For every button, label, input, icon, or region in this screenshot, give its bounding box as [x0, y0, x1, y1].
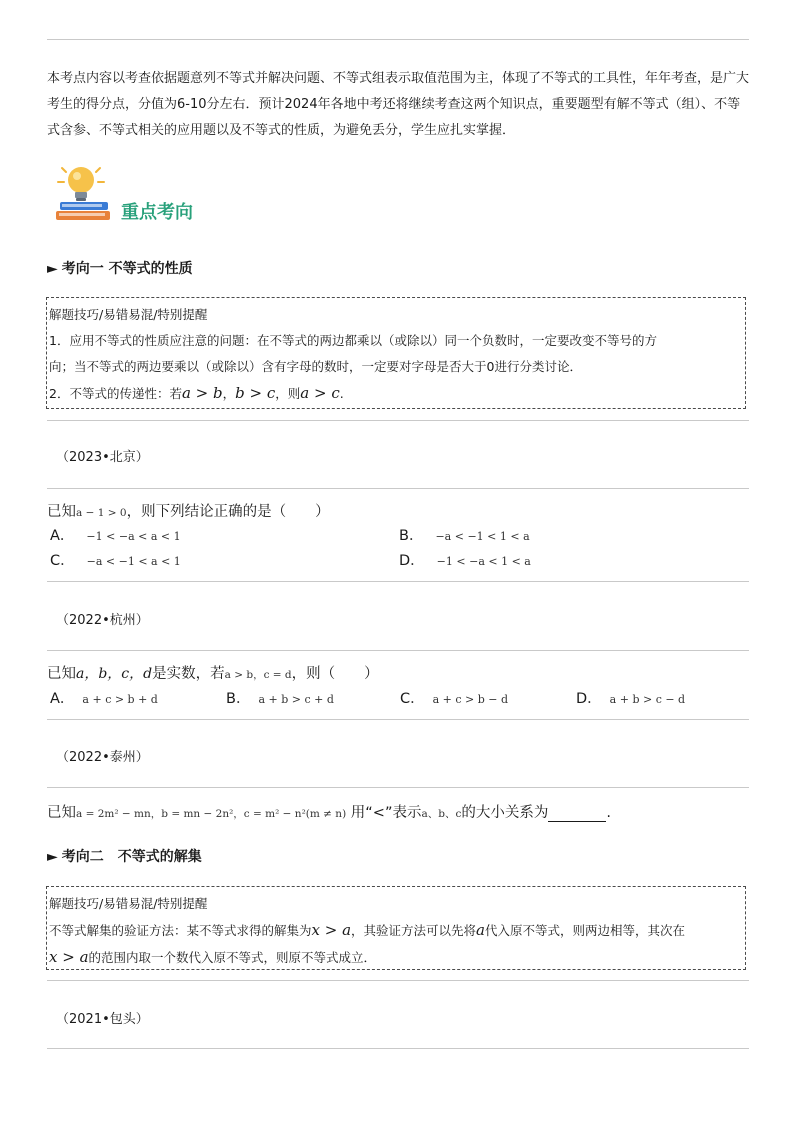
divider [47, 420, 749, 421]
section-title: 重点考向 [121, 202, 193, 223]
tip-line-2: 向；当不等式的两边要乘以（或除以）含有字母的数时，一定要对字母是否大于0进行分类讨论． [49, 359, 582, 374]
question-stem [47, 662, 379, 683]
stem-text: 用“<”表示 [346, 805, 422, 821]
divider [47, 488, 749, 489]
option-expr: a + c > b − d [432, 693, 509, 706]
question-stem [47, 500, 330, 521]
option-a[interactable] [50, 524, 181, 545]
option-d[interactable] [576, 687, 685, 708]
stem-text: ，则（ ） [291, 666, 379, 682]
math-expr: a > c [300, 384, 340, 402]
stem-text: 是实数，若 [152, 666, 225, 682]
option-label: B． [399, 528, 424, 544]
source-label: （2022•杭州） [56, 613, 149, 628]
stem-text: ，则下列结论正确的是（ ） [126, 504, 330, 520]
math-expr: a − 1 > 0 [76, 507, 127, 519]
source-label: （2021•包头） [56, 1012, 149, 1027]
source-label: （2022•泰州） [56, 750, 149, 765]
option-expr: −a < −1 < a < 1 [86, 555, 181, 568]
math-vars: a、b、c [421, 808, 462, 820]
heading-topic-2 [47, 846, 202, 866]
tip-text: 不等式解集的验证方法：某不等式求得的解集为 [49, 923, 312, 938]
option-expr: a + b > c + d [258, 693, 334, 706]
option-b[interactable] [399, 524, 530, 545]
divider [47, 1048, 749, 1049]
option-d[interactable] [399, 549, 531, 570]
stem-text: 的大小关系为 [461, 805, 549, 821]
option-a[interactable] [50, 687, 158, 708]
divider [47, 787, 749, 788]
divider [47, 650, 749, 651]
option-label: A． [50, 691, 75, 707]
tip-text: 代入原不等式，则两边相等，其次在 [485, 923, 686, 938]
tip-box-1 [46, 297, 746, 409]
math-vars: a，b，c，d [76, 666, 153, 682]
tip-title: 解题技巧/易错易混/特别提醒 [49, 307, 208, 322]
stem-text: 已知 [47, 504, 76, 520]
tip-text: 2．不等式的传递性：若 [49, 386, 182, 401]
math-expr: a = 2m² − mn，b = mn − 2n²，c = m² − n²(m ≠ n) [76, 808, 347, 820]
tip-line-2 [49, 944, 743, 971]
option-expr: −1 < −a < 1 < a [436, 555, 531, 568]
option-label: B． [226, 691, 251, 707]
tip-box-2 [46, 886, 746, 970]
math-expr: a > b，c = d [224, 669, 292, 681]
source-label: （2023•北京） [56, 450, 149, 465]
tip-line-1 [49, 917, 743, 944]
heading-text: 考向二 不等式的解集 [61, 849, 202, 865]
divider [47, 980, 749, 981]
option-label: A． [50, 528, 75, 544]
divider [47, 581, 749, 582]
option-c[interactable] [50, 549, 181, 570]
option-expr: a + b > c − d [609, 693, 686, 706]
tip-text: ，其验证方法可以先将 [351, 923, 477, 938]
math-expr: x > a [311, 921, 352, 939]
math-expr: x > a [49, 948, 89, 966]
divider [47, 719, 749, 720]
top-divider [47, 39, 749, 40]
option-b[interactable] [226, 687, 334, 708]
option-expr: a + c > b + d [82, 693, 158, 706]
option-label: C． [400, 691, 425, 707]
arrow-icon: ► [47, 261, 58, 277]
tip-title: 解题技巧/易错易混/特别提醒 [49, 896, 208, 911]
option-expr: −1 < −a < a < 1 [86, 530, 181, 543]
tip-line-3 [49, 380, 743, 407]
option-c[interactable] [400, 687, 508, 708]
stem-text: 已知 [47, 805, 76, 821]
option-label: D． [576, 691, 602, 707]
stem-text: . [606, 805, 611, 821]
heading-topic-1 [47, 258, 193, 278]
math-expr: a [476, 921, 485, 939]
lightbulb-books-icon [56, 160, 118, 226]
math-expr: a > b [181, 384, 223, 402]
answer-blank[interactable] [548, 807, 606, 822]
math-expr: b > c [235, 384, 276, 402]
stem-text: 已知 [47, 666, 76, 682]
heading-text: 考向一 不等式的性质 [61, 261, 193, 277]
tip-line-1: 1．应用不等式的性质应注意的问题：在不等式的两边都乘以（或除以）同一个负数时，一定要改变不等号的方 [49, 333, 657, 348]
tip-text: ， [222, 386, 236, 401]
question-stem [47, 801, 611, 822]
tip-text: . [339, 386, 344, 401]
tip-text: 的范围内取一个数代入原不等式，则原不等式成立． [88, 950, 377, 965]
tip-text: ，则 [275, 386, 301, 401]
option-label: D． [399, 553, 425, 569]
intro-paragraph: 本考点内容以考查依据题意列不等式并解决问题、不等式组表示取值范围为主，体现了不等式的工具性，年年考查，是广大考生的得分点，分值为6-10分左右．预计2024年各地中考还将继续考查这两个知识点，重要题型有解不等式（组）、不等式含参、不等式相关的应用题以及不等式的性质，为避免丢分，学生应扎实掌握． [47, 71, 750, 138]
arrow-icon: ► [47, 849, 58, 865]
option-label: C． [50, 553, 75, 569]
option-expr: −a < −1 < 1 < a [435, 530, 530, 543]
